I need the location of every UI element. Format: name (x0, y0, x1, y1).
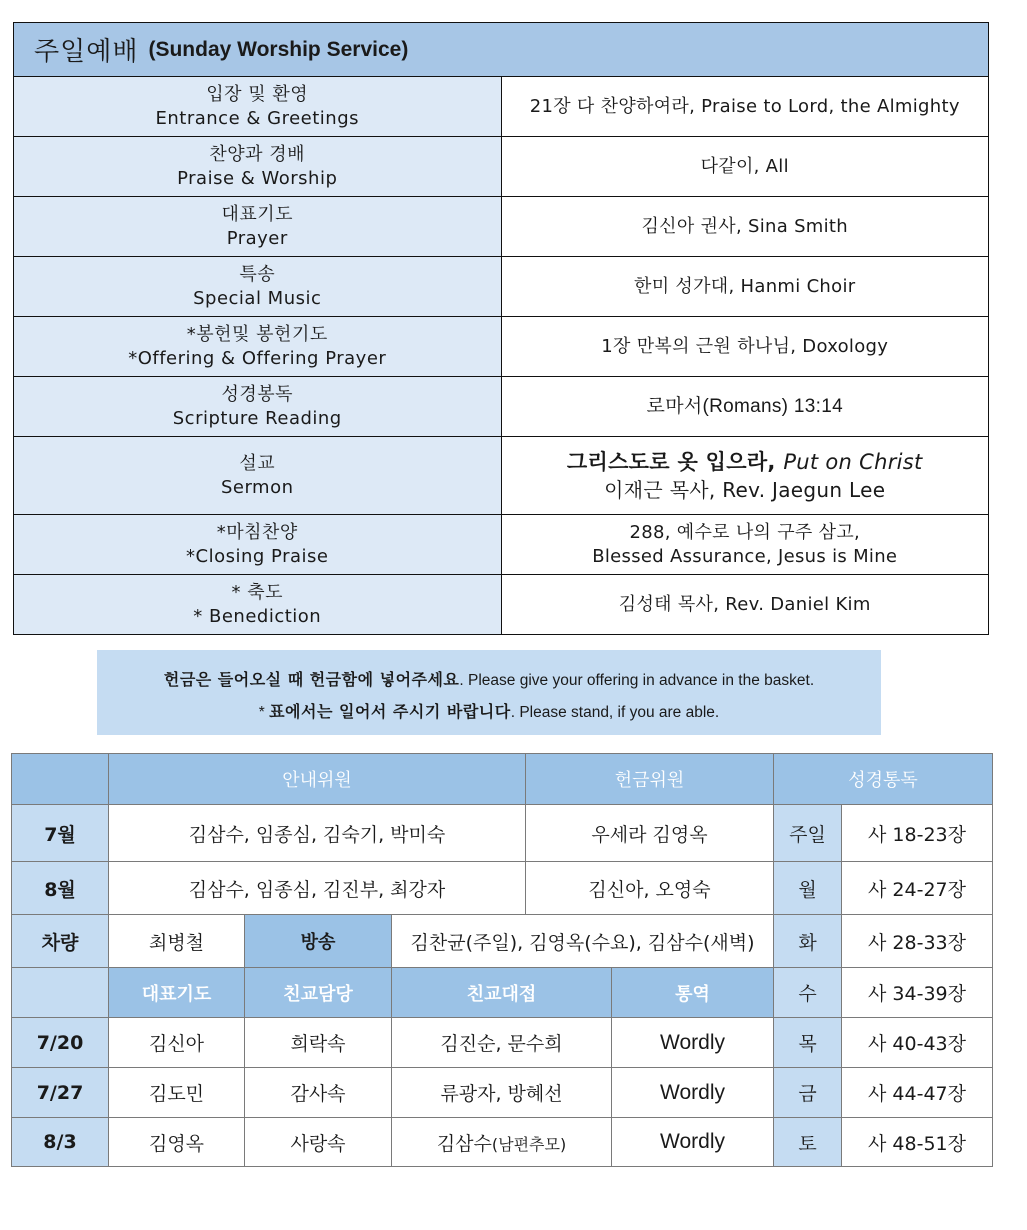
fellowship-host-header: 친교대접 (392, 968, 612, 1018)
order-label-ko: *마침찬양 (216, 521, 298, 543)
order-value: 1장 만복의 근원 하나님, Doxology (501, 317, 989, 377)
month-row (12, 862, 993, 915)
fellowship-lead-header: 친교담당 (245, 968, 392, 1018)
order-row (14, 137, 989, 197)
order-value (501, 515, 989, 575)
order-label-ko: 찬양과 경배 (209, 143, 306, 165)
reading-cell: 사 24-27장 (842, 862, 993, 915)
broadcast-label: 방송 (245, 915, 392, 968)
order-label-en: Entrance & Greetings (155, 107, 359, 129)
sermon-title-en: Put on Christ (783, 449, 923, 474)
notice-star: * (258, 704, 270, 721)
reading-day: 목 (774, 1018, 842, 1068)
scripture-value: 로마서(Romans) 13:14 (501, 377, 989, 437)
order-row (14, 257, 989, 317)
notice-offering-ko: 헌금은 들어오실 때 헌금함에 넣어주세요 (163, 670, 460, 689)
closing-praise-line1: 288, 예수로 나의 구주 삼고, (629, 521, 861, 543)
host-cell: 류광자, 방혜선 (392, 1068, 612, 1118)
notice-line-offering (97, 667, 881, 690)
order-label (14, 377, 502, 437)
lead-cell: 희락속 (245, 1018, 392, 1068)
lead-cell: 감사속 (245, 1068, 392, 1118)
host-cell (392, 1118, 612, 1167)
translation-cell: Wordly (612, 1018, 774, 1068)
order-row (14, 197, 989, 257)
order-label-ko: 특송 (239, 263, 276, 285)
week-row (12, 1118, 993, 1167)
order-label-ko: 대표기도 (221, 203, 294, 225)
order-label-en: * Benediction (193, 605, 322, 627)
vehicle-label: 차량 (12, 915, 109, 968)
reading-cell: 사 44-47장 (842, 1068, 993, 1118)
order-label (14, 77, 502, 137)
order-label-ko: * 축도 (231, 581, 283, 603)
month-row (12, 805, 993, 862)
sermon-title (502, 450, 989, 474)
vehicle-cell: 최병철 (109, 915, 245, 968)
order-value: 한미 성가대, Hanmi Choir (501, 257, 989, 317)
reading-header: 성경통독 (774, 754, 993, 805)
sermon-title-ko: 그리스도로 옷 입으라, (566, 449, 776, 474)
order-label-en: Scripture Reading (172, 407, 342, 429)
week-date: 7/27 (12, 1068, 109, 1118)
order-row-sermon (14, 437, 989, 515)
week-row (12, 1068, 993, 1118)
offering-cell: 우세라 김영옥 (526, 805, 774, 862)
staff-header-row (12, 754, 993, 805)
reading-day: 금 (774, 1068, 842, 1118)
ushers-header: 안내위원 (109, 754, 526, 805)
order-label-en: Prayer (226, 227, 288, 249)
translation-cell: Wordly (612, 1118, 774, 1167)
order-label-ko: *봉헌및 봉헌기도 (186, 323, 328, 345)
staff-table (11, 753, 993, 1167)
order-label-en: Praise & Worship (177, 167, 338, 189)
order-value: 김신아 권사, Sina Smith (501, 197, 989, 257)
corner-cell (12, 754, 109, 805)
broadcast-cell: 김찬균(주일), 김영옥(수요), 김삼수(새벽) (392, 915, 774, 968)
host-cell: 김진순, 문수희 (392, 1018, 612, 1068)
week-row (12, 1018, 993, 1068)
sermon-preacher: 이재근 목사, Rev. Jaegun Lee (604, 477, 886, 502)
order-label (14, 575, 502, 635)
order-label-en: Sermon (220, 476, 294, 498)
order-label-ko: 설교 (239, 452, 276, 474)
sub-header-row (12, 968, 993, 1018)
reading-day: 주일 (774, 805, 842, 862)
host-name: 김삼수 (436, 1132, 492, 1155)
month-label: 7월 (12, 805, 109, 862)
order-value: 다같이, All (501, 137, 989, 197)
reading-cell: 사 18-23장 (842, 805, 993, 862)
reading-cell: 사 34-39장 (842, 968, 993, 1018)
reading-day: 월 (774, 862, 842, 915)
vehicle-row (12, 915, 993, 968)
order-label (14, 197, 502, 257)
order-value: 김성태 목사, Rev. Daniel Kim (501, 575, 989, 635)
prayer-cell: 김도민 (109, 1068, 245, 1118)
order-label-ko: 성경봉독 (221, 383, 294, 405)
order-row (14, 575, 989, 635)
reading-cell: 사 48-51장 (842, 1118, 993, 1167)
order-label (14, 317, 502, 377)
reading-cell: 사 40-43장 (842, 1018, 993, 1068)
week-date: 8/3 (12, 1118, 109, 1167)
reading-day: 토 (774, 1118, 842, 1167)
order-value: 21장 다 찬양하여라, Praise to Lord, the Almighty (501, 77, 989, 137)
sub-corner-cell (12, 968, 109, 1018)
reading-day: 화 (774, 915, 842, 968)
offering-cell: 김신아, 오영숙 (526, 862, 774, 915)
sermon-value (501, 437, 989, 515)
ushers-cell: 김삼수, 임종심, 김진부, 최강자 (109, 862, 526, 915)
translation-cell: Wordly (612, 1068, 774, 1118)
prayer-header: 대표기도 (109, 968, 245, 1018)
service-header (14, 23, 989, 77)
service-title-ko: 주일예배 (34, 37, 139, 67)
order-label-ko: 입장 및 환영 (206, 83, 309, 105)
host-note: (남편추모) (491, 1134, 567, 1154)
order-row (14, 515, 989, 575)
reading-day: 수 (774, 968, 842, 1018)
translation-header: 통역 (612, 968, 774, 1018)
order-row (14, 377, 989, 437)
order-label-en: *Offering & Offering Prayer (128, 347, 387, 369)
offering-header: 헌금위원 (526, 754, 774, 805)
order-row (14, 317, 989, 377)
order-label-en: *Closing Praise (186, 545, 329, 567)
order-label-en: Special Music (193, 287, 322, 309)
notice-stand-ko: 표에서는 일어서 주시기 바랍니다 (269, 702, 511, 721)
worship-order-table (13, 22, 989, 635)
order-label (14, 437, 502, 515)
order-label (14, 137, 502, 197)
closing-praise-line2: Blessed Assurance, Jesus is Mine (592, 545, 898, 567)
notice-line-stand (97, 699, 881, 722)
lead-cell: 사랑속 (245, 1118, 392, 1167)
notice-offering-en: . Please give your offering in advance in the basket. (459, 672, 815, 689)
notice-box (97, 650, 881, 735)
week-date: 7/20 (12, 1018, 109, 1068)
month-label: 8월 (12, 862, 109, 915)
prayer-cell: 김영옥 (109, 1118, 245, 1167)
notice-stand-en: . Please stand, if you are able. (510, 704, 720, 721)
order-label (14, 257, 502, 317)
service-title-en: (Sunday Worship Service) (148, 37, 409, 61)
order-label (14, 515, 502, 575)
prayer-cell: 김신아 (109, 1018, 245, 1068)
order-row (14, 77, 989, 137)
reading-cell: 사 28-33장 (842, 915, 993, 968)
ushers-cell: 김삼수, 임종심, 김숙기, 박미숙 (109, 805, 526, 862)
